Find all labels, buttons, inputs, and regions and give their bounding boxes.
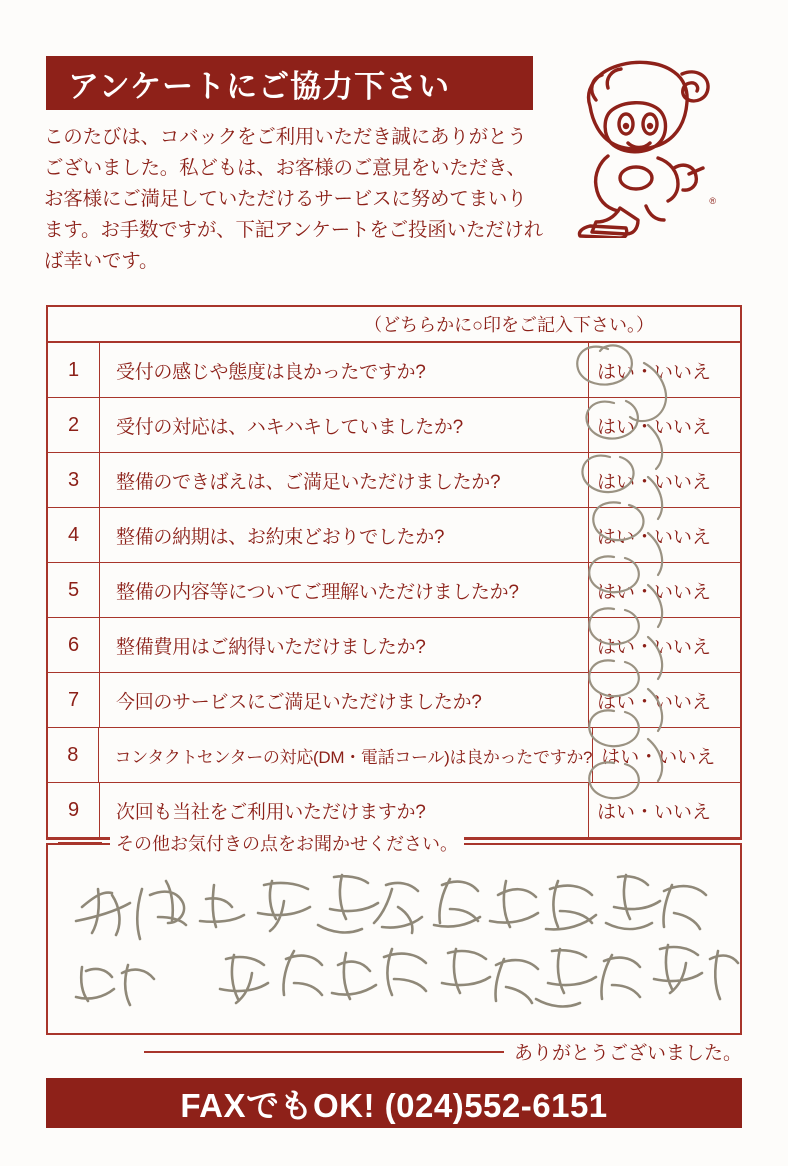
fax-band <box>46 1078 742 1128</box>
table-row[interactable] <box>48 343 740 398</box>
thanks-lead-line <box>144 1051 504 1053</box>
answer-choice-yes-no[interactable]: はい・いいえ <box>588 343 740 397</box>
free-comment-label: その他お気付きの点をお聞かせください。 <box>110 830 464 856</box>
table-row[interactable] <box>48 398 740 453</box>
question-text: 整備の納期は、お約束どおりでしたか? <box>116 526 445 548</box>
label-lead-line <box>58 842 102 844</box>
answer-choice-yes-no[interactable]: はい・いいえ <box>588 563 740 617</box>
page-title-band <box>46 56 533 110</box>
thanks-text: ありがとうございました。 <box>513 1043 742 1064</box>
question-number: 8 <box>48 728 99 782</box>
kobac-mascot-icon <box>546 48 722 238</box>
question-number: 9 <box>48 783 100 837</box>
question-text: 整備費用はご納得いただけましたか? <box>116 636 426 658</box>
intro-paragraph: このたびは、コバックをご利用いただき誠にありがとうございました。私どもは、お客様のご意見をいただき、お客様にご満足していただけるサービスに努めてまいります。お手数ですが、下記アンケートをご投函いただければ幸いです。 <box>44 126 544 272</box>
table-row[interactable] <box>48 508 740 563</box>
question-text: コンタクトセンターの対応(DM・電話コール)は良かったですか? <box>114 747 593 767</box>
question-number: 2 <box>48 398 100 452</box>
answer-choice-yes-no[interactable]: はい・いいえ <box>588 398 740 452</box>
table-row[interactable] <box>48 453 740 508</box>
thanks-row <box>46 1038 742 1065</box>
question-text: 次回も当社をご利用いただけますか? <box>116 801 426 823</box>
question-number: 3 <box>48 453 100 507</box>
table-row[interactable] <box>48 618 740 673</box>
table-row[interactable] <box>48 563 740 618</box>
page-title: アンケートにご協力下さい <box>68 68 451 104</box>
survey-instruction-row <box>48 307 740 343</box>
question-number: 5 <box>48 563 100 617</box>
question-number: 4 <box>48 508 100 562</box>
question-number: 1 <box>48 343 100 397</box>
table-row[interactable] <box>48 673 740 728</box>
question-text: 受付の感じや態度は良かったですか? <box>116 361 426 383</box>
fax-number: FAXでもOK! (024)552-6151 <box>180 1086 608 1124</box>
free-comment-label-row <box>46 832 742 854</box>
question-number: 6 <box>48 618 100 672</box>
answer-choice-yes-no[interactable]: はい・いいえ <box>588 618 740 672</box>
answer-choice-yes-no[interactable]: はい・いいえ <box>588 508 740 562</box>
answer-choice-yes-no[interactable]: はい・いいえ <box>588 783 740 837</box>
question-text: 今回のサービスにご満足いただけましたか? <box>116 691 482 713</box>
question-text: 整備の内容等についてご理解いただけましたか? <box>116 581 519 603</box>
survey-table <box>46 305 742 840</box>
answer-choice-yes-no[interactable]: はい・いいえ <box>588 453 740 507</box>
registered-mark: ® <box>709 196 716 206</box>
answer-choice-yes-no[interactable]: はい・いいえ <box>592 728 740 782</box>
question-number: 7 <box>48 673 100 727</box>
table-row[interactable] <box>48 728 740 783</box>
question-text: 受付の対応は、ハキハキしていましたか? <box>116 416 463 438</box>
answer-choice-yes-no[interactable]: はい・いいえ <box>588 673 740 727</box>
question-text: 整備のできばえは、ご満足いただけましたか? <box>116 471 501 493</box>
free-comment-box[interactable] <box>46 843 742 1035</box>
survey-instruction: （どちらかに○印をご記入下さい。） <box>364 315 654 335</box>
